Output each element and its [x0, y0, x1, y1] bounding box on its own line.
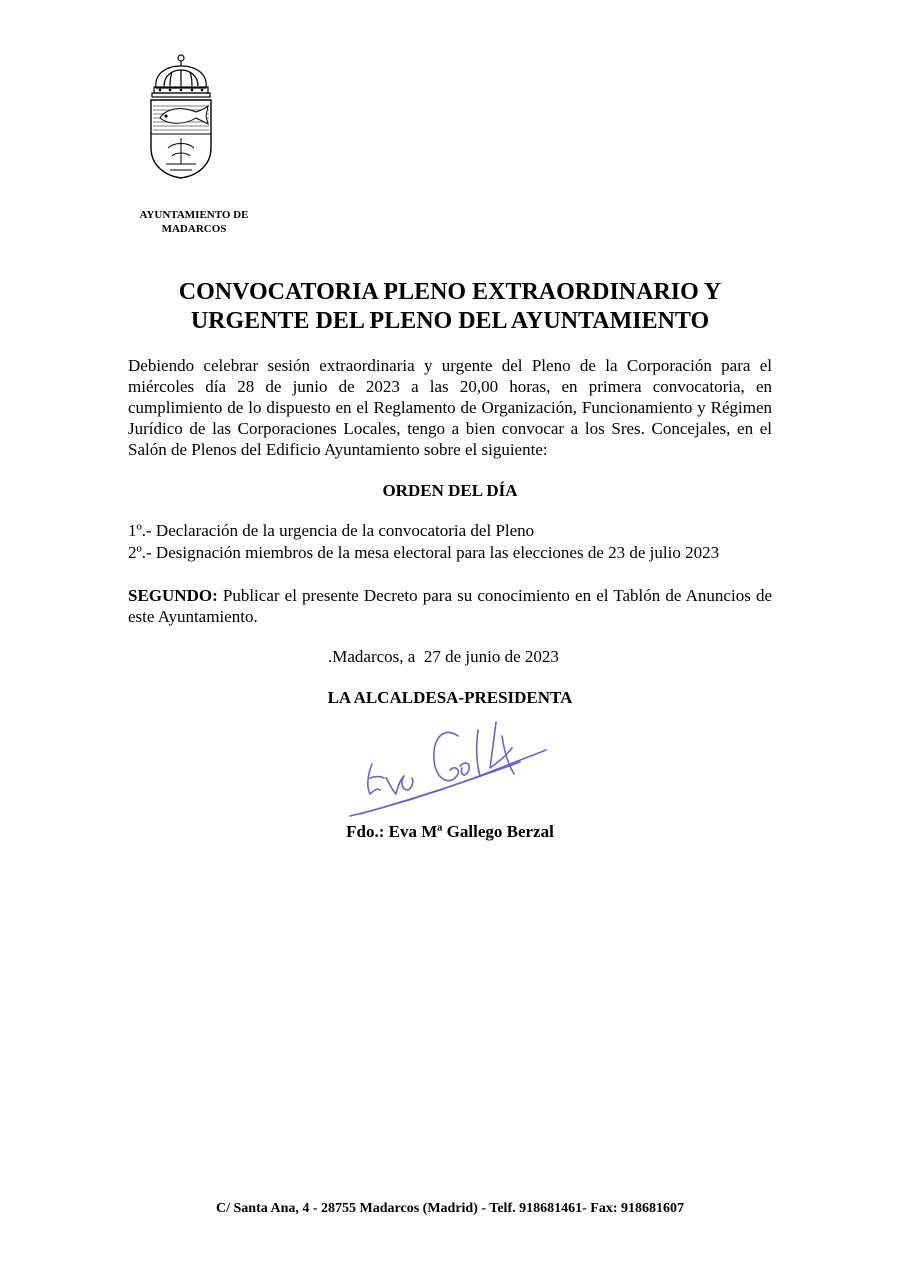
place-date: .Madarcos, a 27 de junio de 2023	[328, 647, 559, 666]
agenda-heading: ORDEN DEL DÍA	[382, 481, 518, 500]
handwritten-signature-icon	[340, 716, 550, 826]
agenda-item: 2º.- Designación miembros de la mesa electoral para las elecciones de 23 de julio 2023	[128, 543, 720, 562]
signer-name: Fdo.: Eva Mª Gallego Berzal	[346, 822, 554, 841]
title-line-2: URGENTE DEL PLENO DEL AYUNTAMIENTO	[190, 308, 710, 334]
intro-paragraph: Debiendo celebrar sesión extraordinaria y urgente del Pleno de la Corporación para el miércoles día 28 de junio de 2023 a las 20,00 horas, en primera convocatoria, en cumplimiento de lo dispuesto en el Reglamento de Organización, Funcionamiento y Régimen Jurídico de las Corporaciones Locales, tengo a bien convocar a los Sres. Concejales, en el Salón de Plenos del Edificio Ayuntamiento sobre el siguiente:	[128, 356, 772, 459]
signer-role: LA ALCALDESA-PRESIDENTA	[327, 688, 573, 707]
org-line-1: AYUNTAMIENTO DE	[139, 209, 249, 221]
segundo-paragraph	[128, 585, 772, 627]
organization-name	[124, 208, 264, 236]
org-line-2: MADARCOS	[161, 223, 227, 235]
footer-address: C/ Santa Ana, 4 - 28755 Madarcos (Madrid) - Telf. 918681461- Fax: 918681607	[216, 1201, 684, 1216]
segundo-text: Publicar el presente Decreto para su conocimiento en el Tablón de Anuncios de este Ayuntamiento.	[128, 586, 772, 626]
agenda-list	[128, 520, 788, 564]
title-line-1: CONVOCATORIA PLENO EXTRAORDINARIO Y	[178, 279, 722, 305]
document-title	[100, 278, 800, 336]
agenda-item: 1º.- Declaración de la urgencia de la convocatoria del Pleno	[128, 521, 535, 540]
segundo-label: SEGUNDO:	[128, 586, 218, 605]
coat-of-arms-icon	[146, 52, 216, 182]
